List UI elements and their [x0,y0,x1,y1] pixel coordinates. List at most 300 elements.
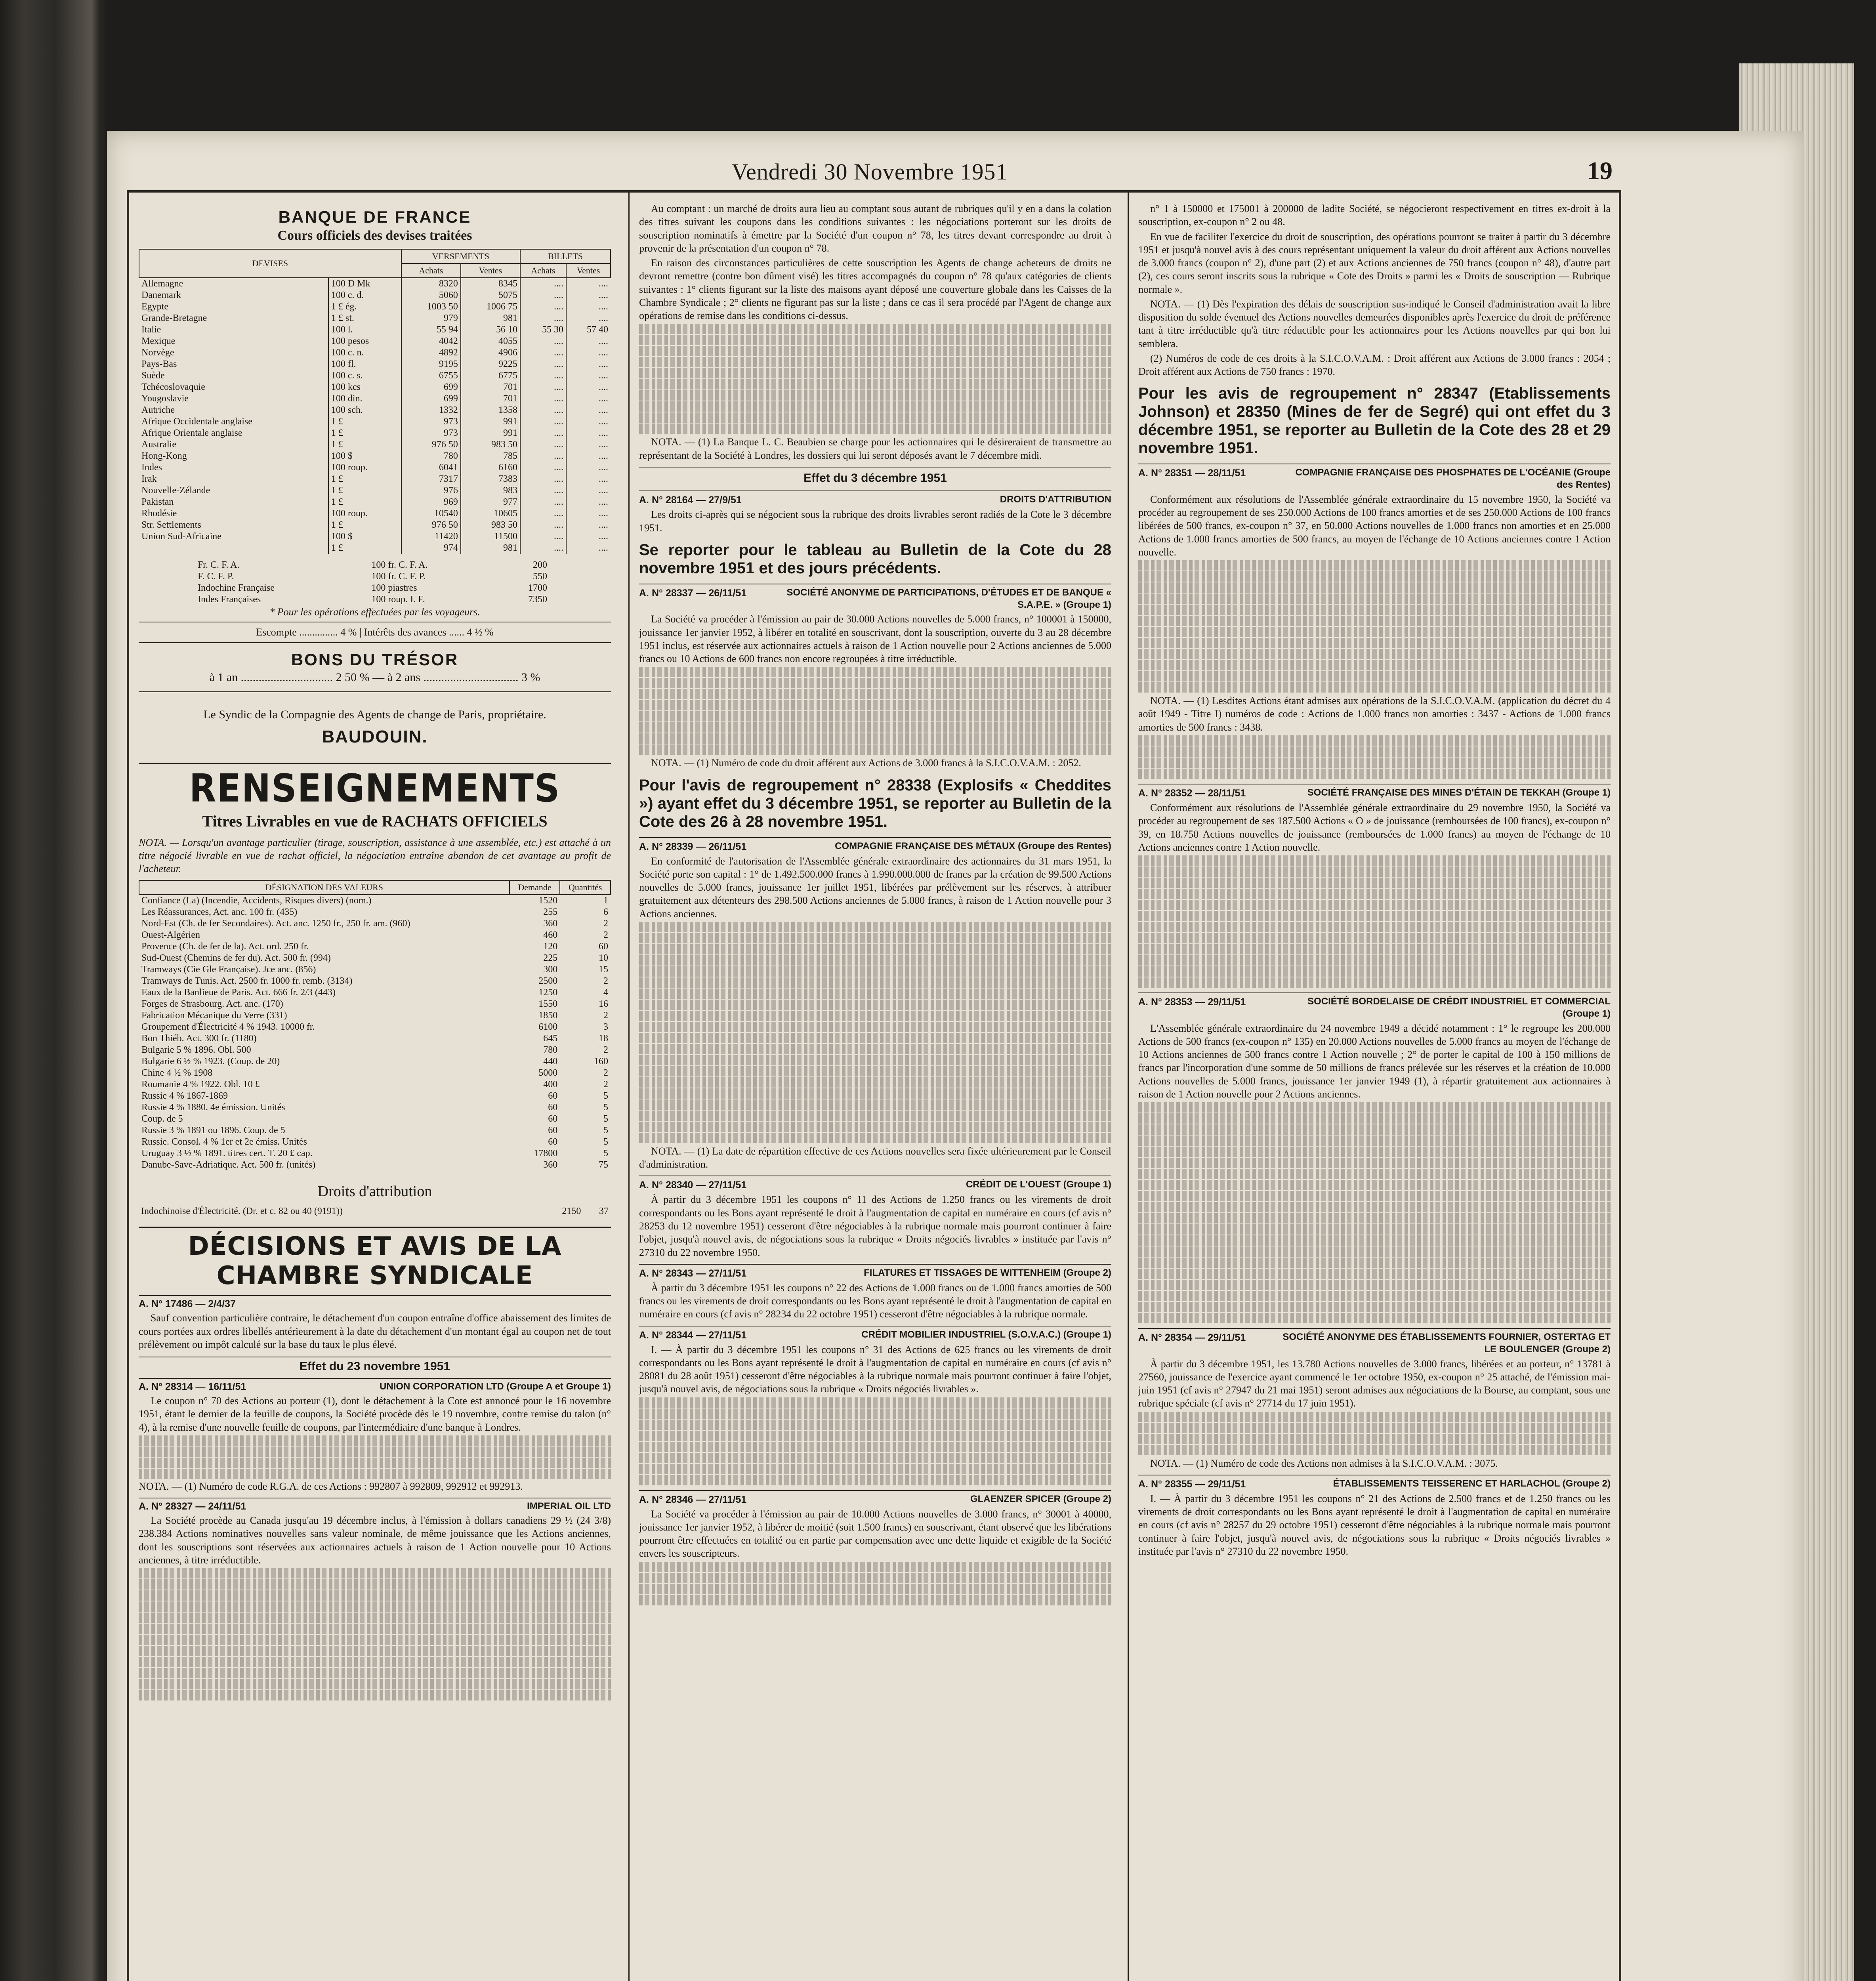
rate-row-cell: 10540 [401,508,461,519]
syndic-name: BAUDOUIN. [322,727,428,746]
rate-row-cell: 9225 [461,359,520,370]
rate-row-cell: 701 [461,382,520,393]
banque-subtitle: Cours officiels des devises traitées [277,228,472,243]
rate-row-cell: Pays-Bas [141,359,177,369]
rachat-row-cell: 225 [543,953,558,964]
rate-row-cell: Danemark [141,290,181,300]
avis-17486-text: Sauf convention particulière contraire, le détachement d'un coupon entraîne d'office abaissement des limites de cours portées aux ordres libellés antérieurement à la date du détachement d'un montant égal au coupon net de tout prélèvement ou impôt calculé sur la base du taux le plus élevé. [139,1312,611,1350]
rate-row-cell: 5075 [461,290,520,301]
rate-row [139,439,611,450]
rate-row-cell: .... [520,450,566,462]
rachat-row-cell: 60 [548,1125,558,1136]
rachats-table [139,880,611,1171]
rate-row-cell: 1 £ [328,542,401,554]
rate-row-cell: .... [520,347,566,359]
rate-row [139,393,611,405]
avis-28351-text: Conformément aux résolutions de l'Assemblée générale extraordinaire du 15 novembre 1950, la Société va procéder au regroupement de ses 250.000 Actions de 100 francs amorties et de ses 250.000 Actions de 100 francs libérées de 500 francs, ex-coupon n° 37, en 50.000 Actions nouvelles de 1.000 francs non amorties et en 25.000 Actions de 1.000 francs amorties de 500 francs, au moyen de l'échange de 10 Actions anciennes contre 1 Action nouvelle. [1138,493,1611,558]
avis-ref: A. N° 28352 — 28/11/51 [1138,788,1246,799]
rachat-row-cell: 1250 [538,987,558,998]
rachat-row [139,941,611,952]
avis-ref: A. N° 28337 — 26/11/51 [639,587,747,599]
rate-row-cell: 1 £ st. [328,313,401,324]
rate-row-cell: .... [520,393,566,405]
col2-top-text-2: En raison des circonstances particulières de cette souscription les Agents de change acheteurs de droits ne devront remettre (contre bon dûment visé) les titres accompagnés du coupon n° 78 qu'aux catégories de clients suivantes : 1° clients figurant sur la liste des maisons ayant déposé une couverture globale dans les Caisses de la Chambre Syndicale ; 2° clients ne figurant pas sur la liste ; dans ce cas il sera procédé par l'Agent de change aux opérations de remise dans les conditions ci-dessus. [639,257,1111,322]
rate-row-cell: 6041 [401,462,461,473]
rate-row-cell: 983 50 [461,519,520,531]
rate-row-cell: 699 [401,382,461,393]
rachat-row-cell: 780 [543,1045,558,1055]
effet-3-decembre: Effet du 3 décembre 1951 [639,468,1111,486]
header-devises: DEVISES [139,249,401,278]
rachat-row-cell: 5 [603,1137,608,1147]
rate-row-cell: 11420 [401,531,461,542]
nota-beaubien: NOTA. — (1) La Banque L. C. Beaubien se charge pour les actionnaires qui le désireraient de transmettre au représentant de la Société à Londres, les dossiers qui lui seront déposés avant le 7 décembre midi. [639,436,1111,461]
avis-company: UNION CORPORATION LTD (Groupe A et Groupe 1) [380,1381,611,1392]
rate-row-cell: 4055 [461,336,520,347]
content-frame [127,190,1621,1981]
rachat-row-cell: 16 [599,999,608,1010]
rate-row-cell: Hong-Kong [141,451,187,461]
avis-ref: A. N° 28351 — 28/11/51 [1138,468,1246,479]
rate-row-cell: 973 [401,427,461,439]
avis-company: CRÉDIT MOBILIER INDUSTRIEL (S.O.V.A.C.) (Groupe 1) [861,1329,1111,1340]
rate-row-cell: 55 94 [401,324,461,336]
rachat-row-cell: 2 [603,1079,608,1090]
rate-row [139,496,611,508]
rachat-row-cell: 1850 [538,1010,558,1021]
rate-row-cell: 1 £ [328,485,401,496]
rachat-row-cell: 360 [543,918,558,929]
rate-row [139,359,611,370]
rate-row-cell: 699 [401,393,461,405]
rate-row-cell: 981 [461,313,520,324]
rachat-row [139,929,611,941]
avis-28346-text: La Société va procéder à l'émission au pair de 10.000 Actions nouvelles de 3.000 francs, n° 30001 à 40000, jouissance 1er janvier 1952, à libérer de moitié (soit 1.500 francs) en souscrivant, étant observé que les libérations pourront être effectuées en totalité ou en partie par compensation avec une dette liquide et exigible de la Société envers les souscripteurs. [639,1508,1111,1559]
avis-28339-text: En conformité de l'autorisation de l'Assemblée générale extraordinaire des actionnaires du 31 mars 1951, la Société porte son capital : 1° de 1.492.500.000 francs à 1.990.000.000 de francs par la création de 99.500 Actions nouvelles de 5.000 francs, jouissance 1er juillet 1951, libérées par prélèvement sur les réserves, à attribuer gratuitement aux détenteurs des 298.500 Actions anciennes de 5.000 francs, à raison de 1 Action nouvelle pour 3 Actions anciennes. [639,855,1111,920]
rachat-row-cell: Sud-Ouest (Chemins de fer du). Act. 500 fr. (994) [141,953,331,964]
rachat-row-cell: Les Réassurances, Act. anc. 100 fr. (435) [141,907,298,918]
avis-ref: A. N° 28353 — 29/11/51 [1138,996,1246,1008]
cfa-row-cell: 100 piastres [371,583,417,593]
header-achats: Achats [401,263,461,278]
rachat-row-cell: Eaux de la Banlieue de Paris. Act. 666 fr. 2/3 (443) [141,987,336,998]
rachat-row-cell: 6100 [538,1022,558,1032]
rachat-row-cell: 60 [599,941,608,952]
rachat-row-cell: Confiance (La) (Incendie, Accidents, Risques divers) (nom.) [141,895,372,906]
rachat-row-cell: Provence (Ch. de fer de la). Act. ord. 250 fr. [141,941,309,952]
rachat-row-cell: Bulgarie 5 % 1896. Obl. 500 [141,1045,251,1055]
attrib-quantite: 37 [599,1206,609,1217]
rate-row-cell: .... [520,301,566,313]
avis-ref: A. N° 28344 — 27/11/51 [639,1329,747,1341]
header-ventes-billets: Ventes [566,263,611,278]
rate-row-cell: Indes [141,462,162,473]
avis-28327-text: La Société procède au Canada jusqu'au 19 décembre inclus, à l'émission à dollars canadiens 29 ½ (24 3/8) 238.384 Actions nominatives nouvelles sans valeur nominale, de même jouissance que les Actions anciennes, dont les souscriptions sont réservées aux actionnaires actuels à raison de 1 Action nouvelle pour 10 Actions anciennes, à titre irréductible. [139,1515,611,1566]
rate-row-cell: .... [520,519,566,531]
bons-title: BONS DU TRÉSOR [291,650,459,669]
rachat-row-cell: Bon Thiéb. Act. 300 fr. (1180) [141,1033,257,1044]
rate-row-cell: .... [566,393,611,405]
rate-row-cell: .... [566,405,611,416]
rate-row-cell: .... [520,336,566,347]
avis-28346 [639,1490,1111,1506]
avis-company: SOCIÉTÉ FRANÇAISE DES MINES D'ÉTAIN DE TEKKAH (Groupe 1) [1307,787,1611,798]
rate-row-cell: Italie [141,324,161,335]
rate-row [139,336,611,347]
rachat-row [139,1102,611,1113]
cfa-body [195,559,550,605]
rachat-row [139,1159,611,1171]
rate-row-cell: Union Sud-Africaine [141,531,221,542]
avis-28354 [1138,1328,1611,1355]
avis-ref: A. N° 28340 — 27/11/51 [639,1179,747,1191]
rachat-row-cell: 5 [603,1114,608,1124]
rate-row-cell: .... [566,462,611,473]
cfa-row [195,582,550,594]
col2-top-text: Au comptant : un marché de droits aura lieu au comptant sous autant de rubriques qu'il y en a dans la colation des titres suivant les coupons dans les conditions suivantes : les négociations porteront sur les droits de souscription nominatifs à émettre par la Société d'un coupon n° 78, les titres devant correspondre au droit à provenir de la présentation d'un coupon n° 78. [639,203,1111,254]
rate-row-cell: 100 $ [328,531,401,542]
rachat-row [139,1148,611,1159]
rachat-row-cell: 2 [603,1068,608,1078]
rate-row-cell: .... [520,405,566,416]
rate-row-cell: 1 £ [328,519,401,531]
col3-nota-1: NOTA. — (1) Dès l'expiration des délais de souscription sus-indiqué le Conseil d'administration avait la libre disposition du solde éventuel des Actions nouvelles demeurées disponibles après l'exercice du droit de préférence tant à titre irréductible qu'à titre réductible pour les actionnaires pour les Actions nouvelles par qui bon lui semblera. [1138,298,1611,349]
rate-row-cell: 55 30 [520,324,566,336]
rachat-row-cell: 460 [543,930,558,941]
rachat-row-cell: 75 [599,1160,608,1170]
rate-row-cell: 10605 [461,508,520,519]
rate-row-cell: .... [566,485,611,496]
rate-row-cell: 4042 [401,336,461,347]
rate-row-cell: Suède [141,370,165,381]
avis-company: COMPAGNIE FRANÇAISE DES MÉTAUX (Groupe des Rentes) [835,840,1111,851]
rachat-row [139,1056,611,1067]
rate-row-cell: 8320 [401,278,461,290]
rate-row [139,301,611,313]
regroupement-28347: Pour les avis de regroupement n° 28347 (Etablissements Johnson) et 28350 (Mines de fer de Segré) qui ont effet du 3 décembre 1951, se reporter au Bulletin de la Cote des 28 et 29 novembre 1951. [1138,385,1611,457]
bons-line: à 1 an ............................... 2 50 % — à 2 ans ................................ 3 % [209,670,540,684]
rate-row-cell: 100 D Mk [328,278,401,290]
rachat-row [139,1033,611,1044]
rate-row-cell: 100 c. n. [328,347,401,359]
renseignements-subtitle: Titres Livrables en vue de RACHATS OFFICIELS [202,812,548,830]
rate-row-cell: 6775 [461,370,520,382]
rachat-row-cell: Russie 3 % 1891 ou 1896. Coup. de 5 [141,1125,285,1136]
attrib-row [139,1206,611,1217]
rate-row-cell: 100 fl. [328,359,401,370]
rachat-row-cell: Roumanie 4 % 1922. Obl. 10 £ [141,1079,260,1090]
avis-28353-text: L'Assemblée générale extraordinaire du 24 novembre 1949 a décidé notamment : 1° le regroupe les 200.000 Actions de 500 francs (ex-coupon n° 135) en 20.000 Actions nouvelles de 5.000 francs au moyen de l'échange de 10 Actions anciennes de 500 francs contre 1 Action nouvelle ; 2° de porter le capital de 100 à 150 millions de francs par l'incorporation d'une somme de 50 millions de francs prélevée sur les réserves et la création de 10.000 Actions nouvelles de 5.000 francs, jouissance 1er janvier 1949 (1), à répartir gratuitement aux actionnaires à raison de 1 Action nouvelle pour 2 Actions anciennes. [1138,1022,1611,1100]
rate-row-cell: 974 [401,542,461,554]
rachat-row [139,1090,611,1102]
rate-row [139,370,611,382]
rate-row-cell: .... [566,531,611,542]
avis-28337-text: La Société va procéder à l'émission au pair de 30.000 Actions nouvelles de 5.000 francs, n° 100001 à 150000, jouissance 1er janvier 1952, à libérer en totalité en souscrivant, dont la souscription, ouverte du 3 au 28 décembre 1951 inclus, est réservée aux actionnaires actuels à raison de 1 Action nouvelle pour 2 Actions anciennes de 5.000 francs ou 10 Actions de 600 francs non encore regroupées à titre irréductible. [639,613,1111,665]
rachat-row-cell: 2 [603,976,608,987]
nota-3075: NOTA. — (1) Numéro de code des Actions non admises à la S.I.C.O.V.A.M. : 3075. [1150,1457,1498,1469]
avis-28351 [1138,464,1611,491]
nota-2052: NOTA. — (1) Numéro de code du droit afférent aux Actions de 3.000 francs à la S.I.C.O.V.A.M. : 2052. [651,757,1081,769]
rate-row-cell: 4892 [401,347,461,359]
rate-row [139,278,611,290]
rate-row-cell: 1003 50 [401,301,461,313]
rate-row-cell: 1358 [461,405,520,416]
rachat-row-cell: 2 [603,918,608,929]
rate-row-cell: 100 $ [328,450,401,462]
rate-row [139,473,611,485]
rachat-row-cell: 2 [603,1045,608,1055]
avis-28164 [639,490,1111,506]
avis-28340 [639,1176,1111,1191]
nota-repartition: NOTA. — (1) La date de répartition effective de ces Actions nouvelles sera fixée ultérieurement par le Conseil d'administration. [639,1145,1111,1170]
rate-row-cell: .... [566,427,611,439]
cfa-row-cell: 100 fr. C. F. A. [371,560,428,570]
header-achats-billets: Achats [520,263,566,278]
rate-row-cell: Norvège [141,347,174,358]
avis-company: ÉTABLISSEMENTS TEISSERENC ET HARLACHOL (Groupe 2) [1333,1478,1611,1489]
rachats-body [139,895,611,1171]
rachat-row-cell: 1 [603,895,608,906]
rachat-row [139,1044,611,1056]
rate-row [139,485,611,496]
attrib-designation: Indochinoise d'Électricité. (Dr. et c. 82 ou 40 (9191)) [141,1206,343,1217]
rachat-row-cell: Tramways de Tunis. Act. 2500 fr. 1000 fr. remb. (3134) [141,976,353,987]
rachat-row-cell: Russie 4 % 1867-1869 [141,1091,228,1101]
rate-row [139,508,611,519]
rachat-row-cell: 5 [603,1148,608,1159]
rachat-row-cell: 5000 [538,1068,558,1078]
rachat-row-cell: 2 [603,1010,608,1021]
rate-row-cell: 780 [401,450,461,462]
decisions-title: DÉCISIONS ET AVIS DE LA CHAMBRE SYNDICALE [188,1232,562,1291]
avis-company: SOCIÉTÉ ANONYME DE PARTICIPATIONS, D'ÉTUDES ET DE BANQUE « S.A.P.E. » (Groupe 1) [786,587,1111,610]
avis-company: GLAENZER SPICER (Groupe 2) [970,1493,1111,1504]
rachat-row-cell: 300 [543,964,558,975]
reporter-1: Se reporter pour le tableau au Bulletin de la Cote du 28 novembre 1951 et des jours précédents. [639,541,1111,577]
rachat-row-cell: 60 [548,1114,558,1124]
rate-row-cell: 1 £ [328,473,401,485]
rachat-row [139,1113,611,1125]
rate-row [139,347,611,359]
rate-row-cell: Egypte [141,302,168,312]
rachat-row-cell: 15 [599,964,608,975]
rate-row [139,324,611,336]
rachat-row-cell: 10 [599,953,608,964]
rachat-row-cell: 18 [599,1033,608,1044]
rate-row-cell: 100 kcs [328,382,401,393]
rate-row-cell: 976 50 [401,519,461,531]
rate-row-cell: .... [566,336,611,347]
rachat-row-cell: 6 [603,907,608,918]
rate-row-cell: Yougoslavie [141,393,189,404]
rate-row-cell: Nouvelle-Zélande [141,485,210,496]
rate-row-cell: .... [566,416,611,427]
rate-row-cell [139,542,328,554]
rate-row-cell: 7317 [401,473,461,485]
currency-rates-table [139,249,611,554]
rate-row-cell: Autriche [141,405,175,415]
rachat-row [139,1021,611,1033]
rate-row-cell: 991 [461,427,520,439]
rate-row-cell: .... [520,290,566,301]
cfa-row-cell: 100 fr. C. F. P. [371,571,426,582]
cfa-row-cell: Indochine Française [198,583,275,593]
page-number: 19 [1587,156,1613,185]
cfa-row [195,571,550,582]
rachat-row [139,1079,611,1090]
rate-row-cell: .... [566,370,611,382]
rate-row-cell: .... [520,508,566,519]
col3-nota-2: (2) Numéros de code de ces droits à la S.I.C.O.V.A.M. : Droit afférent aux Actions de 3.000 francs : 2054 ; Droit afférent aux Actions de 750 francs : 1970. [1138,352,1611,378]
rachat-row-cell: 400 [543,1079,558,1090]
rate-row-cell: 6160 [461,462,520,473]
rate-row-cell: 8345 [461,278,520,290]
rachat-row-cell: 5 [603,1102,608,1113]
cfa-row-cell: Fr. C. F. A. [198,560,240,570]
rate-row-cell: Afrique Occidentale anglaise [141,416,252,427]
avis-company: IMPERIAL OIL LTD [527,1501,611,1512]
rate-row-cell: 100 sch. [328,405,401,416]
rate-row-cell: 1 £ [328,439,401,450]
avis-ref: A. N° 28164 — 27/9/51 [639,494,742,506]
rate-row-cell: 977 [461,496,520,508]
rate-row-cell: Allemagne [141,279,183,289]
avis-ref: A. N° 28346 — 27/11/51 [639,1494,747,1505]
rachats-header-demande: Demande [510,880,560,895]
rachat-row [139,907,611,918]
page-date: Vendredi 30 Novembre 1951 [731,159,1008,185]
rachat-row [139,952,611,964]
rate-row-cell: 973 [401,416,461,427]
rachat-row [139,987,611,998]
rachat-row-cell: 1550 [538,999,558,1010]
rate-row [139,462,611,473]
rachats-header-quantites: Quantités [560,880,611,895]
avis-ref: A. N° 28339 — 26/11/51 [639,841,747,852]
avis-ref: A. N° 28343 — 27/11/51 [639,1267,747,1279]
rate-row-cell: .... [566,313,611,324]
rachat-row [139,964,611,975]
rate-row-cell: 100 c. s. [328,370,401,382]
rachat-row-cell: 255 [543,907,558,918]
cfa-table [195,559,550,605]
rachat-row-cell: Nord-Est (Ch. de fer Secondaires). Act. anc. 1250 fr., 250 fr. am. (960) [141,918,410,929]
header-billets: BILLETS [520,249,611,263]
avis-company: SOCIÉTÉ BORDELAISE DE CRÉDIT INDUSTRIEL ET COMMERCIAL (Groupe 1) [1307,996,1611,1019]
avis-28340-text: À partir du 3 décembre 1951 les coupons n° 11 des Actions de 1.250 francs ou les virements de droit correspondants ou les Bons ayant représenté le droit à l'augmentation de capital en numéraire en cours (cf avis n° 28253 du 12 novembre 1951) cesseront d'être négociables à la rubrique normale mais pourront continuer à faire l'objet, jusqu'à nouvel avis, de négociations sous la rubrique « Droits négociés livrables » instituée par l'avis n° 27310 du 22 novembre 1950. [639,1194,1111,1258]
avis-28314-text: Le coupon n° 70 des Actions au porteur (1), dont le détachement à la Cote est annoncé pour le 16 novembre 1951, étant le dernier de la feuille de coupons, la Société procède dès le 19 novembre, contre remise du talon (n° 4), à la remise d'une nouvelle feuille de coupons, par l'intermédiaire d'une banque à Londres. [139,1395,611,1433]
rate-row-cell: .... [520,485,566,496]
rachat-row-cell: 5 [603,1125,608,1136]
rachat-row-cell: 2 [603,930,608,941]
rate-row-cell: 701 [461,393,520,405]
rachat-row [139,1136,611,1148]
avis-28164-text: Les droits ci-après qui se négocient sous la rubrique des droits livrables seront radiés de la Cote le 3 décembre 1951. [639,509,1111,534]
rate-row [139,382,611,393]
rachat-row [139,1010,611,1021]
avis-ref: A. N° 17486 — 2/4/37 [139,1298,236,1310]
rate-row-cell: 1 £ [328,427,401,439]
rachat-row-cell: Groupement d'Électricité 4 % 1943. 10000 fr. [141,1022,315,1032]
rate-row-cell: .... [520,278,566,290]
rate-row-cell: 100 din. [328,393,401,405]
rate-row-cell: .... [566,290,611,301]
rate-row [139,450,611,462]
rate-row-cell: .... [566,519,611,531]
rachat-row-cell: Fabrication Mécanique du Verre (331) [141,1010,287,1021]
rate-row-cell: 56 10 [461,324,520,336]
rate-row-cell: .... [566,542,611,554]
rate-row-cell: 983 50 [461,439,520,450]
rate-row-cell: Str. Settlements [141,520,201,530]
avis-28353 [1138,992,1611,1020]
column-2 [628,193,1121,1981]
rachat-row-cell: Uruguay 3 ½ % 1891. titres cert. T. 20 £ cap. [141,1148,313,1159]
cfa-row [195,594,550,605]
rate-row-cell: .... [520,496,566,508]
attrib-title: Droits d'attribution [317,1183,432,1200]
rate-row-cell: .... [520,531,566,542]
renseignements-title: RENSEIGNEMENTS [189,765,561,811]
rachat-row-cell: 2500 [538,976,558,987]
rate-row-cell: Rhodésie [141,508,177,519]
renseignements-nota: NOTA. — Lorsqu'un avantage particulier (tirage, souscription, assistance à une assemblée, etc.) est attaché à un titre négocié livrable en vue de rachat officiel, la négociation entraîne abandon de cet avantage au profit de l'acheteur. [139,836,611,875]
avis-28327 [139,1498,611,1512]
rate-row-cell: .... [520,462,566,473]
rachat-row-cell: 17800 [534,1148,558,1159]
rachat-row-cell: 440 [543,1056,558,1067]
avis-company: COMPAGNIE FRANÇAISE DES PHOSPHATES DE L'OCÉANIE (Groupe des Rentes) [1295,467,1611,490]
rate-row-cell: 57 40 [566,324,611,336]
cfa-row [195,559,550,571]
rate-row [139,405,611,416]
rate-row-cell: 100 c. d. [328,290,401,301]
rates-body [139,278,611,554]
cfa-row-cell: 1700 [528,583,548,593]
avis-28343 [639,1264,1111,1280]
rate-row-cell: Mexique [141,336,176,346]
attrib-demande: 2150 [562,1206,581,1217]
rate-row-cell: .... [520,313,566,324]
avis-28314 [139,1378,611,1393]
rachat-row-cell: Danube-Save-Adriatique. Act. 500 fr. (unités) [141,1160,316,1170]
rachat-row-cell: 1520 [538,895,558,906]
avis-28355-text: I. — À partir du 3 décembre 1951 les coupons n° 21 des Actions de 2.500 francs et de 1.250 francs ou les virements de droit correspondants ou les Bons ayant représenté le droit à l'augmentation de capital en numéraire en cours (cf avis n° 28257 du 29 octobre 1951) cesseront d'être négociables à la rubrique normale mais pourront continuer à faire l'objet, jusqu'à nouvel avis, de négociations sous la rubrique « Droits négociés livrables » instituée par l'avis n° 27310 du 22 novembre 1950. [1138,1492,1611,1557]
avis-28355 [1138,1475,1611,1491]
rachat-row-cell: Chine 4 ½ % 1908 [141,1068,213,1078]
rate-row-cell: 969 [401,496,461,508]
rate-row-cell: .... [520,439,566,450]
rate-row-cell: .... [566,301,611,313]
column-1 [129,193,620,1981]
rachat-row-cell: 60 [548,1091,558,1101]
rate-row [139,531,611,542]
avis-28343-text: À partir du 3 décembre 1951 les coupons n° 22 des Actions de 1.000 francs ou de 1.000 francs amorties de 500 francs ou les virements de droit correspondants ou les Bons ayant représenté le droit à l'augmentation de capital en numéraire en cours (cf avis n° 28234 du 22 octobre 1951) cesseront d'être négociables à la rubrique normale. [639,1282,1111,1320]
rate-row-cell: Grande-Bretagne [141,313,207,323]
nota-rga: NOTA. — (1) Numéro de code R.G.A. de ces Actions : 992807 à 992809, 992912 et 992913. [139,1480,523,1492]
avis-ref: A. N° 28355 — 29/11/51 [1138,1478,1246,1490]
rachat-row-cell: 3 [603,1022,608,1032]
rate-row-cell: .... [520,473,566,485]
rate-row-cell: 1006 75 [461,301,520,313]
rate-row [139,290,611,301]
rate-row-cell: .... [566,450,611,462]
nota-sicovam: NOTA. — (1) Lesdites Actions étant admises aux opérations de la S.I.C.O.V.A.M. (application du décret du 4 août 1949 - Titre I) numéros de code : Actions de 1.000 francs non amorties : 3437 - Actions de 1.000 francs amorties de 500 francs : 3438. [1138,695,1611,733]
rate-row-cell: .... [566,508,611,519]
cfa-row-cell: F. C. F. P. [198,571,234,582]
rate-row-cell: 979 [401,313,461,324]
rate-row-cell: 1 £ [328,416,401,427]
